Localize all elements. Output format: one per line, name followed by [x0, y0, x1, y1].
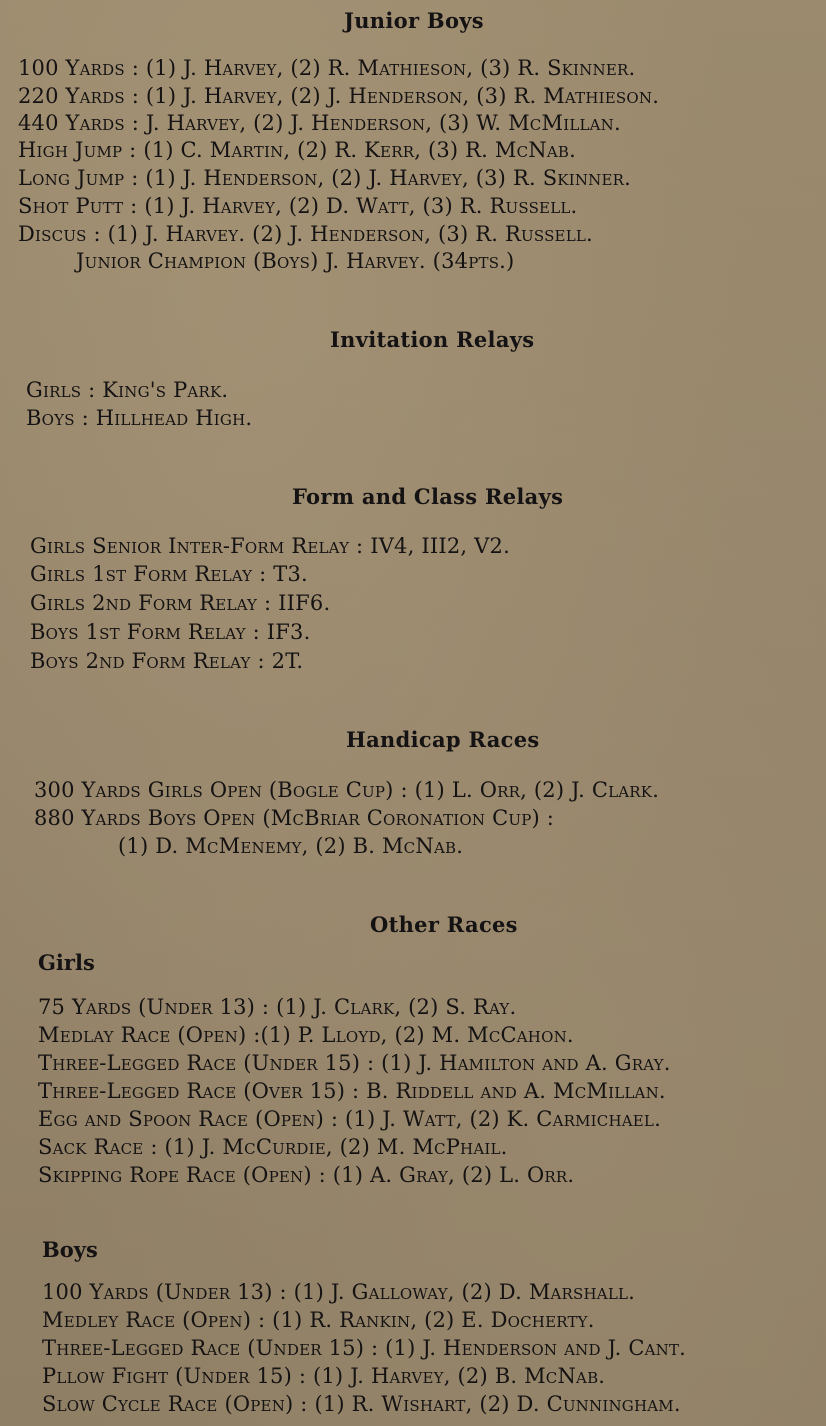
result-line: Girls 1st Form Relay : T3.: [30, 562, 308, 586]
result-line: Boys 1st Form Relay : IF3.: [30, 620, 311, 644]
result-line: Three-Legged Race (Under 15) : (1) J. Henderson and J. Cant.: [42, 1336, 687, 1360]
result-line: Sack Race : (1) J. McCurdie, (2) M. McPhail.: [38, 1135, 508, 1159]
result-line: Girls 2nd Form Relay : IIF6.: [30, 591, 331, 615]
section-title-other-races: Other Races: [370, 912, 518, 937]
result-line: Medley Race (Open) : (1) R. Rankin, (2) E. Docherty.: [42, 1308, 595, 1332]
result-line: 300 Yards Girls Open (Bogle Cup) : (1) L. Orr, (2) J. Clark.: [34, 778, 660, 802]
result-line: Boys : Hillhead High.: [26, 406, 253, 430]
result-line: Shot Putt : (1) J. Harvey, (2) D. Watt, (3) R. Russell.: [18, 194, 578, 218]
result-line: Girls Senior Inter-Form Relay : IV4, III2, V2.: [30, 534, 510, 558]
result-line: Three-Legged Race (Over 15) : B. Riddell and A. McMillan.: [38, 1079, 666, 1103]
section-title-junior-boys: Junior Boys: [344, 8, 484, 33]
result-line: 440 Yards : J. Harvey, (2) J. Henderson, (3) W. McMillan.: [18, 111, 621, 135]
result-line: Three-Legged Race (Under 15) : (1) J. Hamilton and A. Gray.: [38, 1051, 671, 1075]
result-line: 100 Yards : (1) J. Harvey, (2) R. Mathieson, (3) R. Skinner.: [18, 56, 636, 80]
result-line: Slow Cycle Race (Open) : (1) R. Wishart, (2) D. Cunningham.: [42, 1392, 681, 1416]
section-title-form-class-relays: Form and Class Relays: [292, 484, 564, 509]
section-title-handicap-races: Handicap Races: [346, 727, 540, 752]
result-line: Pllow Fight (Under 15) : (1) J. Harvey, (2) B. McNab.: [42, 1364, 606, 1388]
result-line: Medlay Race (Open) :(1) P. Lloyd, (2) M. McCahon.: [38, 1023, 574, 1047]
section-title-invitation-relays: Invitation Relays: [330, 327, 535, 352]
result-line: 880 Yards Boys Open (McBriar Coronation Cup) :: [34, 806, 555, 830]
subsection-title-boys: Boys: [42, 1237, 98, 1262]
junior-champion-line: Junior Champion (Boys) J. Harvey. (34pts.): [76, 249, 515, 273]
result-line: Boys 2nd Form Relay : 2T.: [30, 649, 304, 673]
result-line: 75 Yards (Under 13) : (1) J. Clark, (2) S. Ray.: [38, 995, 517, 1019]
result-line: Egg and Spoon Race (Open) : (1) J. Watt, (2) K. Carmichael.: [38, 1107, 661, 1131]
result-line: 220 Yards : (1) J. Harvey, (2) J. Henderson, (3) R. Mathieson.: [18, 84, 660, 108]
result-line: (1) D. McMenemy, (2) B. McNab.: [118, 834, 464, 858]
result-line: Skipping Rope Race (Open) : (1) A. Gray, (2) L. Orr.: [38, 1163, 575, 1187]
result-line: Discus : (1) J. Harvey. (2) J. Henderson, (3) R. Russell.: [18, 222, 593, 246]
result-line: 100 Yards (Under 13) : (1) J. Galloway, (2) D. Marshall.: [42, 1280, 636, 1304]
result-line: Long Jump : (1) J. Henderson, (2) J. Harvey, (3) R. Skinner.: [18, 166, 632, 190]
result-line: Girls : King's Park.: [26, 378, 229, 402]
subsection-title-girls: Girls: [38, 950, 95, 975]
result-line: High Jump : (1) C. Martin, (2) R. Kerr, (3) R. McNab.: [18, 138, 577, 162]
